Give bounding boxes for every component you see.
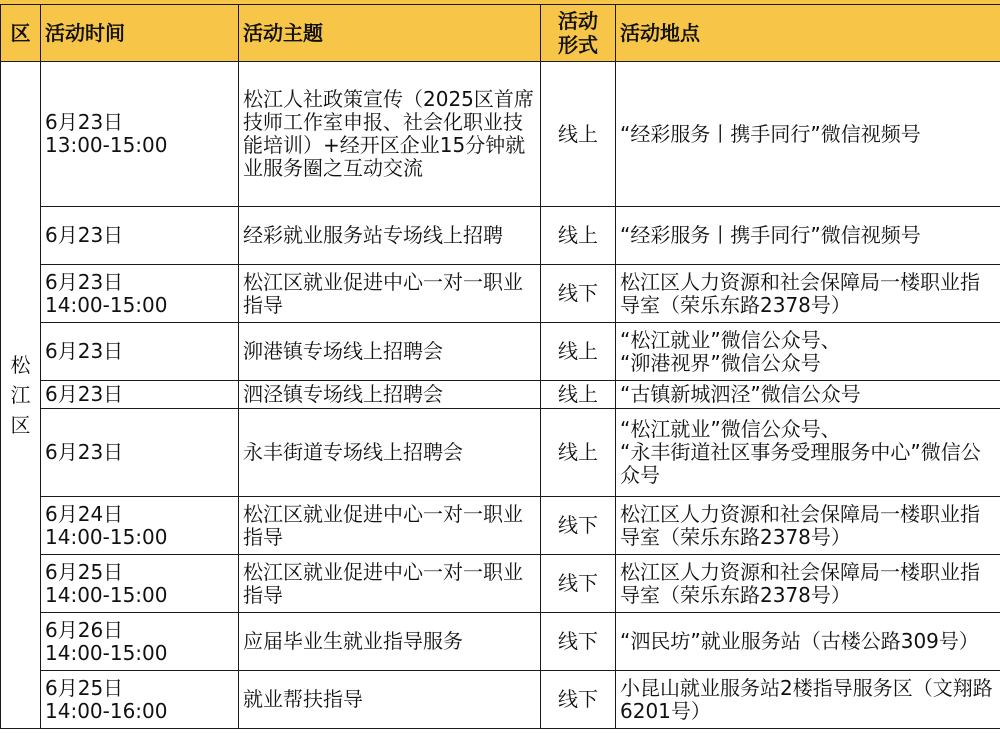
header-topic: 活动主题 xyxy=(239,5,541,62)
location-cell-text: “古镇新城泗泾”微信公众号 xyxy=(620,382,861,406)
topic-cell-text: 泖港镇专场线上招聘会 xyxy=(243,339,443,363)
location-cell-text: “泗民坊”就业服务站（古楼公路309号） xyxy=(620,629,979,653)
format-cell xyxy=(541,62,616,207)
format-cell xyxy=(541,497,616,555)
table-row xyxy=(1,671,1000,729)
topic-cell-text: 经彩就业服务站专场线上招聘 xyxy=(243,223,503,247)
time-cell xyxy=(41,671,239,729)
location-cell-text: “松江就业”微信公众号、 “永丰街道社区事务受理服务中心”微信公众号 xyxy=(620,417,981,487)
time-cell-text: 6月24日 14:00-15:00 xyxy=(45,501,168,549)
header-location: 活动地点 xyxy=(616,5,1000,62)
location-cell-text: 松江区人力资源和社会保障局一楼职业指导室（荣乐东路2378号） xyxy=(620,559,980,607)
format-cell-text: 线上 xyxy=(558,121,598,146)
topic-cell xyxy=(239,555,541,613)
format-cell xyxy=(541,265,616,323)
topic-cell xyxy=(239,207,541,265)
district-label: 松江区 xyxy=(10,353,31,437)
format-cell-text: 线下 xyxy=(558,571,598,595)
format-cell xyxy=(541,381,616,409)
topic-cell-text: 永丰街道专场线上招聘会 xyxy=(243,440,463,464)
time-cell-text: 6月23日 xyxy=(45,339,124,363)
topic-cell xyxy=(239,62,541,207)
format-cell xyxy=(541,671,616,729)
topic-cell xyxy=(239,671,541,729)
table-row xyxy=(1,613,1000,671)
time-cell-text: 6月23日 13:00-15:00 xyxy=(45,110,168,157)
header-format-label: 活动形式 xyxy=(558,9,598,57)
table-row xyxy=(1,409,1000,497)
location-cell-text: 小昆山就业服务站2楼指导服务区（文翔路6201号） xyxy=(620,675,993,723)
events-table xyxy=(0,4,1000,729)
location-cell xyxy=(616,207,1000,265)
topic-cell xyxy=(239,497,541,555)
district-cell xyxy=(1,62,41,729)
time-cell xyxy=(41,265,239,323)
table-body xyxy=(1,62,1000,729)
format-cell-text: 线上 xyxy=(558,382,598,406)
time-cell-text: 6月26日 14:00-15:00 xyxy=(45,617,168,665)
table-header-row xyxy=(1,5,1000,62)
topic-cell xyxy=(239,613,541,671)
table-row xyxy=(1,207,1000,265)
time-cell xyxy=(41,409,239,497)
topic-cell-text: 松江区就业促进中心一对一职业指导 xyxy=(243,501,523,549)
format-cell-text: 线上 xyxy=(558,440,598,464)
format-cell-text: 线下 xyxy=(558,281,598,305)
topic-cell-text: 应届毕业生就业指导服务 xyxy=(243,629,463,653)
header-district: 区 xyxy=(1,5,41,62)
time-cell xyxy=(41,381,239,409)
time-cell xyxy=(41,555,239,613)
format-cell-text: 线上 xyxy=(558,339,598,363)
format-cell-text: 线上 xyxy=(558,223,598,247)
time-cell xyxy=(41,613,239,671)
location-cell xyxy=(616,555,1000,613)
time-cell-text: 6月25日 14:00-16:00 xyxy=(45,675,168,723)
time-cell-text: 6月23日 14:00-15:00 xyxy=(45,269,168,317)
table-row xyxy=(1,555,1000,613)
topic-cell xyxy=(239,323,541,381)
topic-cell-text: 泗泾镇专场线上招聘会 xyxy=(243,382,443,406)
format-cell-text: 线下 xyxy=(558,629,598,653)
topic-cell xyxy=(239,409,541,497)
topic-cell-text: 松江区就业促进中心一对一职业指导 xyxy=(243,559,523,607)
table-row xyxy=(1,381,1000,409)
time-cell-text: 6月25日 14:00-15:00 xyxy=(45,559,168,607)
location-cell xyxy=(616,497,1000,555)
location-cell xyxy=(616,613,1000,671)
time-cell xyxy=(41,207,239,265)
location-cell xyxy=(616,62,1000,207)
topic-cell xyxy=(239,381,541,409)
time-cell-text: 6月23日 xyxy=(45,440,124,464)
format-cell xyxy=(541,555,616,613)
time-cell-text: 6月23日 xyxy=(45,223,124,247)
format-cell-text: 线下 xyxy=(558,687,598,711)
table-row xyxy=(1,497,1000,555)
location-cell-text: 松江区人力资源和社会保障局一楼职业指导室（荣乐东路2378号） xyxy=(620,501,980,549)
format-cell xyxy=(541,323,616,381)
location-cell xyxy=(616,409,1000,497)
topic-cell-text: 松江区就业促进中心一对一职业指导 xyxy=(243,269,523,317)
topic-cell-text: 松江人社政策宣传（2025区首席技师工作室申报、社会化职业技能培训）+经开区企业15分钟就业服务圈之互动交流 xyxy=(243,87,534,180)
table-row xyxy=(1,265,1000,323)
location-cell-text: 松江区人力资源和社会保障局一楼职业指导室（荣乐东路2378号） xyxy=(620,269,980,317)
location-cell xyxy=(616,265,1000,323)
location-cell xyxy=(616,381,1000,409)
time-cell xyxy=(41,62,239,207)
header-format xyxy=(541,5,616,62)
location-cell xyxy=(616,323,1000,381)
location-cell-text: “松江就业”微信公众号、 “泖港视界”微信公众号 xyxy=(620,327,841,375)
time-cell xyxy=(41,497,239,555)
topic-cell-text: 就业帮扶指导 xyxy=(243,687,363,711)
format-cell-text: 线下 xyxy=(558,513,598,537)
topic-cell xyxy=(239,265,541,323)
location-cell-text: “经彩服务丨携手同行”微信视频号 xyxy=(620,121,921,146)
format-cell xyxy=(541,409,616,497)
location-cell xyxy=(616,671,1000,729)
table-row xyxy=(1,62,1000,207)
header-time: 活动时间 xyxy=(41,5,239,62)
location-cell-text: “经彩服务丨携手同行”微信视频号 xyxy=(620,223,921,247)
time-cell-text: 6月23日 xyxy=(45,382,124,406)
format-cell xyxy=(541,613,616,671)
table-row xyxy=(1,323,1000,381)
format-cell xyxy=(541,207,616,265)
time-cell xyxy=(41,323,239,381)
